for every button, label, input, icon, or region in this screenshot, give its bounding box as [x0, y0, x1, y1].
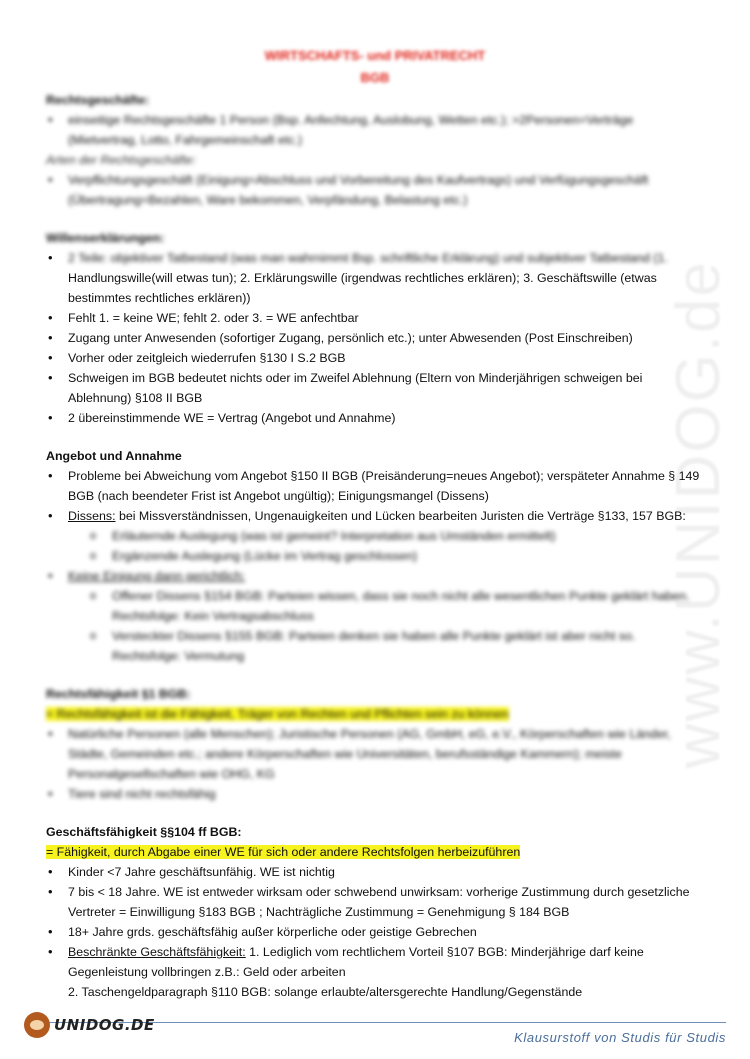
document-subtitle: BGB [360, 70, 390, 85]
list-item: • Keine Einigung dann gerichtlich: [46, 566, 706, 586]
sub-list-item: o Versteckter Dissens §155 BGB: Parteien denken sie haben alle Punkte geklärt ist aber nicht so. Rechtsfolge: Vermutung [46, 626, 706, 666]
section-heading: Willenserklärungen: [46, 231, 165, 245]
document-title: WIRTSCHAFTS- und PRIVATRECHT [264, 48, 486, 63]
list-item-continuation: Handlungswille(will etwas tun); 2. Erklärungswille (irgendwas rechtliches erklären); 3. Geschäftswille (etwas bestimmtes rechtliches erklären)) [68, 271, 657, 305]
list-item: • 2 übereinstimmende WE = Vertrag (Angebot und Annahme) [46, 408, 706, 428]
sub-list-item: o Offener Dissens §154 BGB: Parteien wissen, dass sie noch nicht alle wesentlichen Punkte geklärt haben. Rechtsfolge: Kein Vertragsabschluss [46, 586, 706, 626]
definition-highlight: = Fähigkeit, durch Abgabe einer WE für sich oder andere Rechtsfolgen herbeizuführen [46, 845, 521, 859]
footer-logo [24, 1012, 155, 1038]
list-item: • einseitige Rechtsgeschäfte 1 Person (Bsp. Anfechtung, Auslobung, Wetten etc.); >2Personen=Verträge (Mietvertrag, Lotto, Fahrgemeinschaft etc.) [46, 110, 706, 150]
list-item: • Vorher oder zeitgleich wiederrufen §130 I S.2 BGB [46, 348, 706, 368]
list-item [46, 248, 706, 308]
list-item: • Fehlt 1. = keine WE; fehlt 2. oder 3. = WE anfechtbar [46, 308, 706, 328]
document-body [46, 90, 706, 1002]
definition-highlight: = Rechtsfähigkeit ist die Fähigkeit, Träger von Rechten und Pflichten sein zu können [46, 707, 509, 721]
section-geschaeftsfaehigkeit [46, 822, 706, 1002]
list-item [46, 942, 706, 982]
watermark: www.UNIDOG.de [664, 260, 733, 769]
footer-slogan: Klausurstoff von Studis für Studis [514, 1030, 726, 1045]
list-item-blurred-text: • 2 Teile: objektiver Tatbestand (was man wahrnimmt Bsp. schriftliche Erklärung) und subjektiver Tatbestand (1. [68, 251, 668, 265]
section-heading: Rechtsgeschäfte: [46, 93, 150, 107]
dog-mascot-icon [24, 1012, 50, 1038]
list-item: • Zugang unter Anwesenden (sofortiger Zugang, persönlich etc.); unter Abwesenden (Post Einschreiben) [46, 328, 706, 348]
list-item: • Tiere sind nicht rechtsfähig [46, 784, 706, 804]
dissens-label: Dissens: [68, 509, 116, 523]
list-item: • Schweigen im BGB bedeutet nichts oder im Zweifel Ablehnung (Eltern von Minderjährigen schweigen bei Ablehnung) §108 II BGB [46, 368, 706, 408]
sub-list-item: o Ergänzende Auslegung (Lücke im Vertrag geschlossen) [46, 546, 706, 566]
section-willenserklaerungen [46, 228, 706, 428]
list-item: • 18+ Jahre grds. geschäftsfähig außer körperliche oder geistige Gebrechen [46, 922, 706, 942]
dissens-text: bei Missverständnissen, Ungenauigkeiten und Lücken bearbeiten Juristen die Verträge §133, 157 BGB: [115, 509, 686, 523]
beschraenkt-text: 1. Lediglich vom rechtlichem Vorteil §107 BGB: Minderjährige darf keine Gegenleistung vollbringen z.B.: Geld oder arbeiten [68, 945, 644, 979]
list-item: • Kinder <7 Jahre geschäftsunfähig. WE ist nichtig [46, 862, 706, 882]
list-item: • 7 bis < 18 Jahre. WE ist entweder wirksam oder schwebend unwirksam: vorherige Zustimmung durch gesetzliche Vertreter = Einwilligung §183 BGB ; Nachträgliche Zustimmung = Genehmigung § 184 BGB [46, 882, 706, 922]
section-subheading: Arten der Rechtsgeschäfte: [46, 153, 197, 167]
list-item-continuation: 2. Taschengeldparagraph §110 BGB: solange erlaubte/altersgerechte Handlung/Gegenstände [68, 985, 583, 999]
list-item: • Probleme bei Abweichung vom Angebot §150 II BGB (Preisänderung=neues Angebot); verspäteter Annahme § 149 BGB (nach beendeter Frist ist Angebot ungültig); Einigungsmangel (Dissens) [46, 466, 706, 506]
sub-list-item: o Erläuternde Auslegung (was ist gemeint? Interpretation aus Umständen ermittelt) [46, 526, 706, 546]
list-item [46, 506, 706, 526]
footer-logo-text: UNIDOG.DE [54, 1016, 155, 1034]
section-rechtsfaehigkeit [46, 684, 706, 804]
list-item: • Natürliche Personen (alle Menschen); Juristische Personen (AG, GmbH, eG, e.V., Körperschaften wie Länder, Städte, Gemeinden etc.; andere Körperschaften wie Universitäten, berufsständige Kammern); meiste Personalgesellschaften wie OHG, KG [46, 724, 706, 784]
section-heading: Geschäftsfähigkeit §§104 ff BGB: [46, 825, 242, 839]
section-angebot-annahme [46, 446, 706, 666]
beschraenkt-label: Beschränkte Geschäftsfähigkeit: [68, 945, 246, 959]
section-heading: Rechtsfähigkeit §1 BGB: [46, 687, 191, 701]
section-heading: Angebot und Annahme [46, 449, 182, 463]
section-rechtsgeschaefte [46, 90, 706, 210]
list-item: • Verpflichtungsgeschäft (Einigung=Abschluss und Vorbereitung des Kaufvertrags) und Verfügungsgeschäft (Übertragung=Bezahlen, Ware bekommen, Verpfändung, Belastung etc.) [46, 170, 706, 210]
